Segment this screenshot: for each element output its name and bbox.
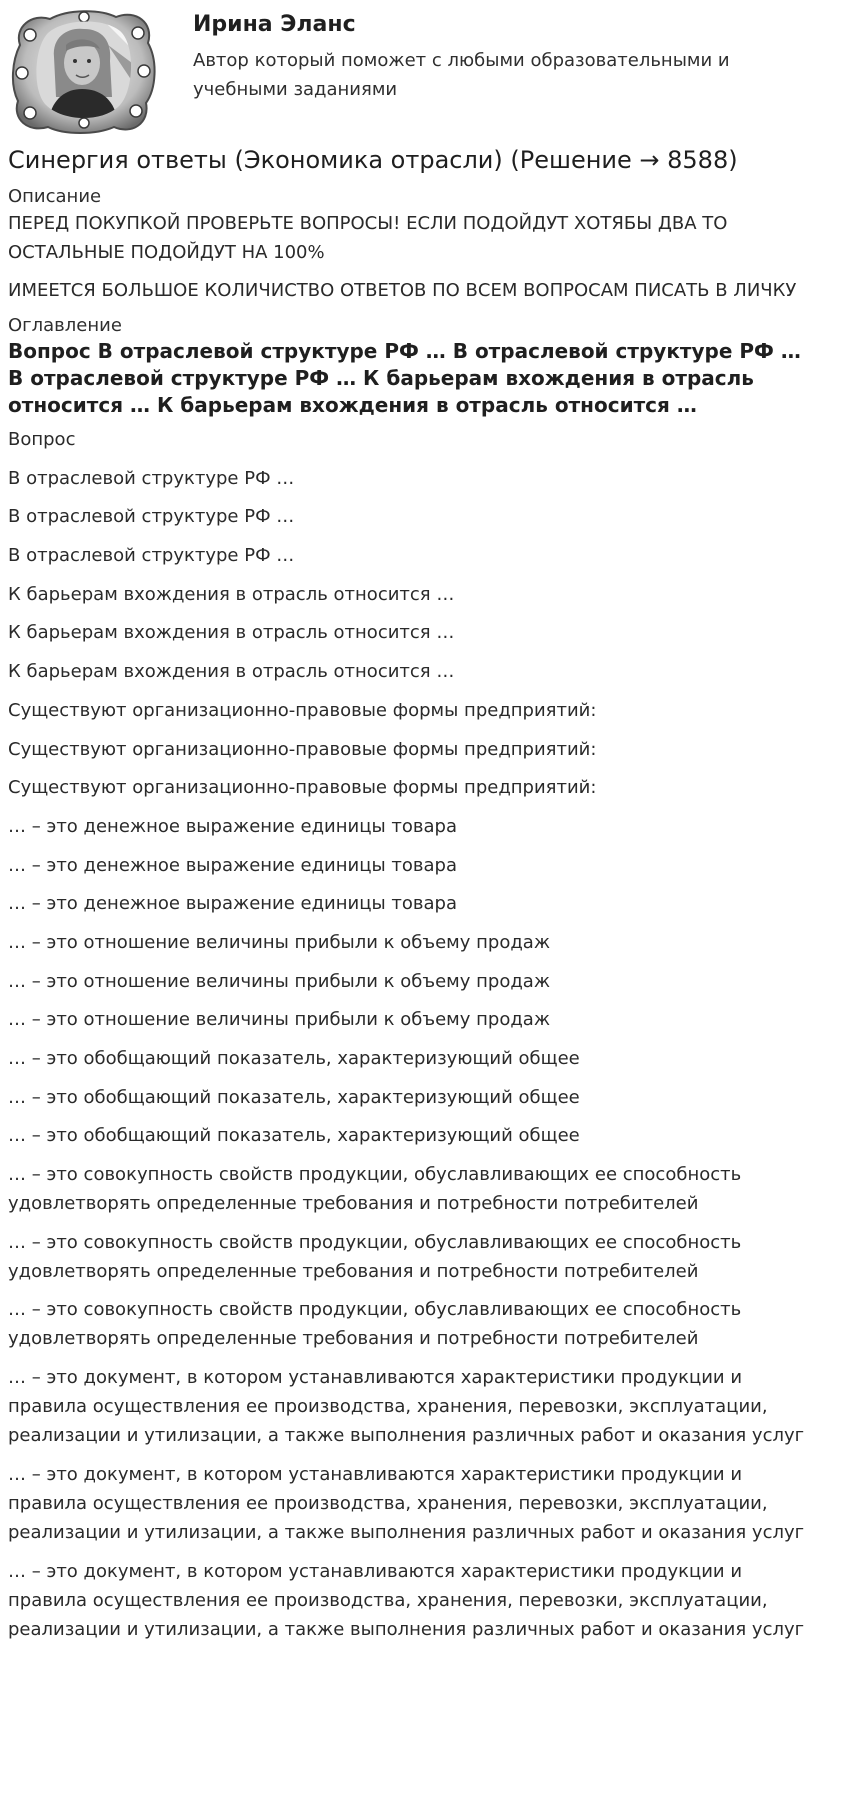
description-paragraph: ПЕРЕД ПОКУПКОЙ ПРОВЕРЬТЕ ВОПРОСЫ! ЕСЛИ ПОДОЙДУТ ХОТЯБЫ ДВА ТО ОСТАЛЬНЫЕ ПОДОЙДУТ НА 100% — [8, 213, 728, 263]
list-item: … – это денежное выражение единицы товара — [8, 893, 457, 915]
toc-heading: Вопрос В отраслевой структуре РФ … В отраслевой структуре РФ … В отраслевой структуре РФ … К барьерам вхождения в отрасль относится … К барьерам вхождения в отрасль относится … — [8, 339, 801, 417]
list-item: … – это обобщающий показатель, характеризующий общее — [8, 1086, 580, 1108]
list-item: Существуют организационно-правовые формы предприятий: — [8, 699, 597, 721]
author-name[interactable]: Ирина Эланс — [193, 12, 356, 37]
list-item: … – это обобщающий показатель, характеризующий общее — [8, 1048, 580, 1069]
author-info — [193, 0, 839, 104]
list-item: В отраслевой структуре РФ … — [8, 506, 295, 528]
description-section — [8, 185, 839, 305]
list-item: К барьерам вхождения в отрасль относится … — [8, 622, 455, 644]
list-item: … – это отношение величины прибыли к объему продаж — [8, 1009, 551, 1031]
list-item: … – это документ, в котором устанавливаются характеристики продукции и правила осуществления ее производства, хранения, перевозки, эксплуатации, реализации и утилизации, а также выполнения различных работ и оказания услуг — [8, 1463, 805, 1543]
list-item: Существуют организационно-правовые формы предприятий: — [8, 777, 597, 799]
list-item: … – это денежное выражение единицы товара — [8, 815, 457, 837]
list-item: Существуют организационно-правовые формы предприятий: — [8, 738, 597, 760]
list-item: … – это совокупность свойств продукции, обуславливающих ее способность удовлетворять определенные требования и потребности потребителей — [8, 1164, 742, 1215]
list-item: Вопрос — [8, 429, 76, 450]
list-item: В отраслевой структуре РФ … — [8, 545, 295, 567]
list-item: … – это обобщающий показатель, характеризующий общее — [8, 1125, 580, 1147]
toc-label: Оглавление — [8, 315, 122, 336]
list-item: … – это отношение величины прибыли к объему продаж — [8, 931, 551, 953]
list-item: В отраслевой структуре РФ … — [8, 467, 295, 489]
list-item: К барьерам вхождения в отрасль относится … — [8, 583, 455, 605]
list-item: К барьерам вхождения в отрасль относится … — [8, 661, 455, 683]
author-bio: Автор который поможет с любыми образовательными и учебными заданиями — [193, 50, 730, 100]
page-title: Синергия ответы (Экономика отрасли) (Решение → 8588) — [8, 146, 738, 174]
list-item: … – это совокупность свойств продукции, обуславливающих ее способность удовлетворять определенные требования и потребности потребителей — [8, 1231, 742, 1282]
description-paragraph: ИМЕЕТСЯ БОЛЬШОЕ КОЛИЧИСТВО ОТВЕТОВ ПО ВСЕМ ВОПРОСАМ ПИСАТЬ В ЛИЧКУ — [8, 280, 797, 301]
question-list — [8, 425, 839, 1644]
list-item: … – это документ, в котором устанавливаются характеристики продукции и правила осуществления ее производства, хранения, перевозки, эксплуатации, реализации и утилизации, а также выполнения различных работ и оказания услуг — [8, 1560, 805, 1640]
list-item: … – это денежное выражение единицы товара — [8, 854, 457, 876]
list-item: … – это отношение величины прибыли к объему продаж — [8, 970, 551, 992]
author-card — [8, 0, 839, 136]
author-avatar[interactable] — [8, 5, 158, 135]
list-item: … – это совокупность свойств продукции, обуславливающих ее способность удовлетворять определенные требования и потребности потребителей — [8, 1299, 742, 1350]
description-label: Описание — [8, 186, 102, 207]
toc-section — [8, 314, 839, 1644]
list-item: … – это документ, в котором устанавливаются характеристики продукции и правила осуществления ее производства, хранения, перевозки, эксплуатации, реализации и утилизации, а также выполнения различных работ и оказания услуг — [8, 1367, 805, 1447]
